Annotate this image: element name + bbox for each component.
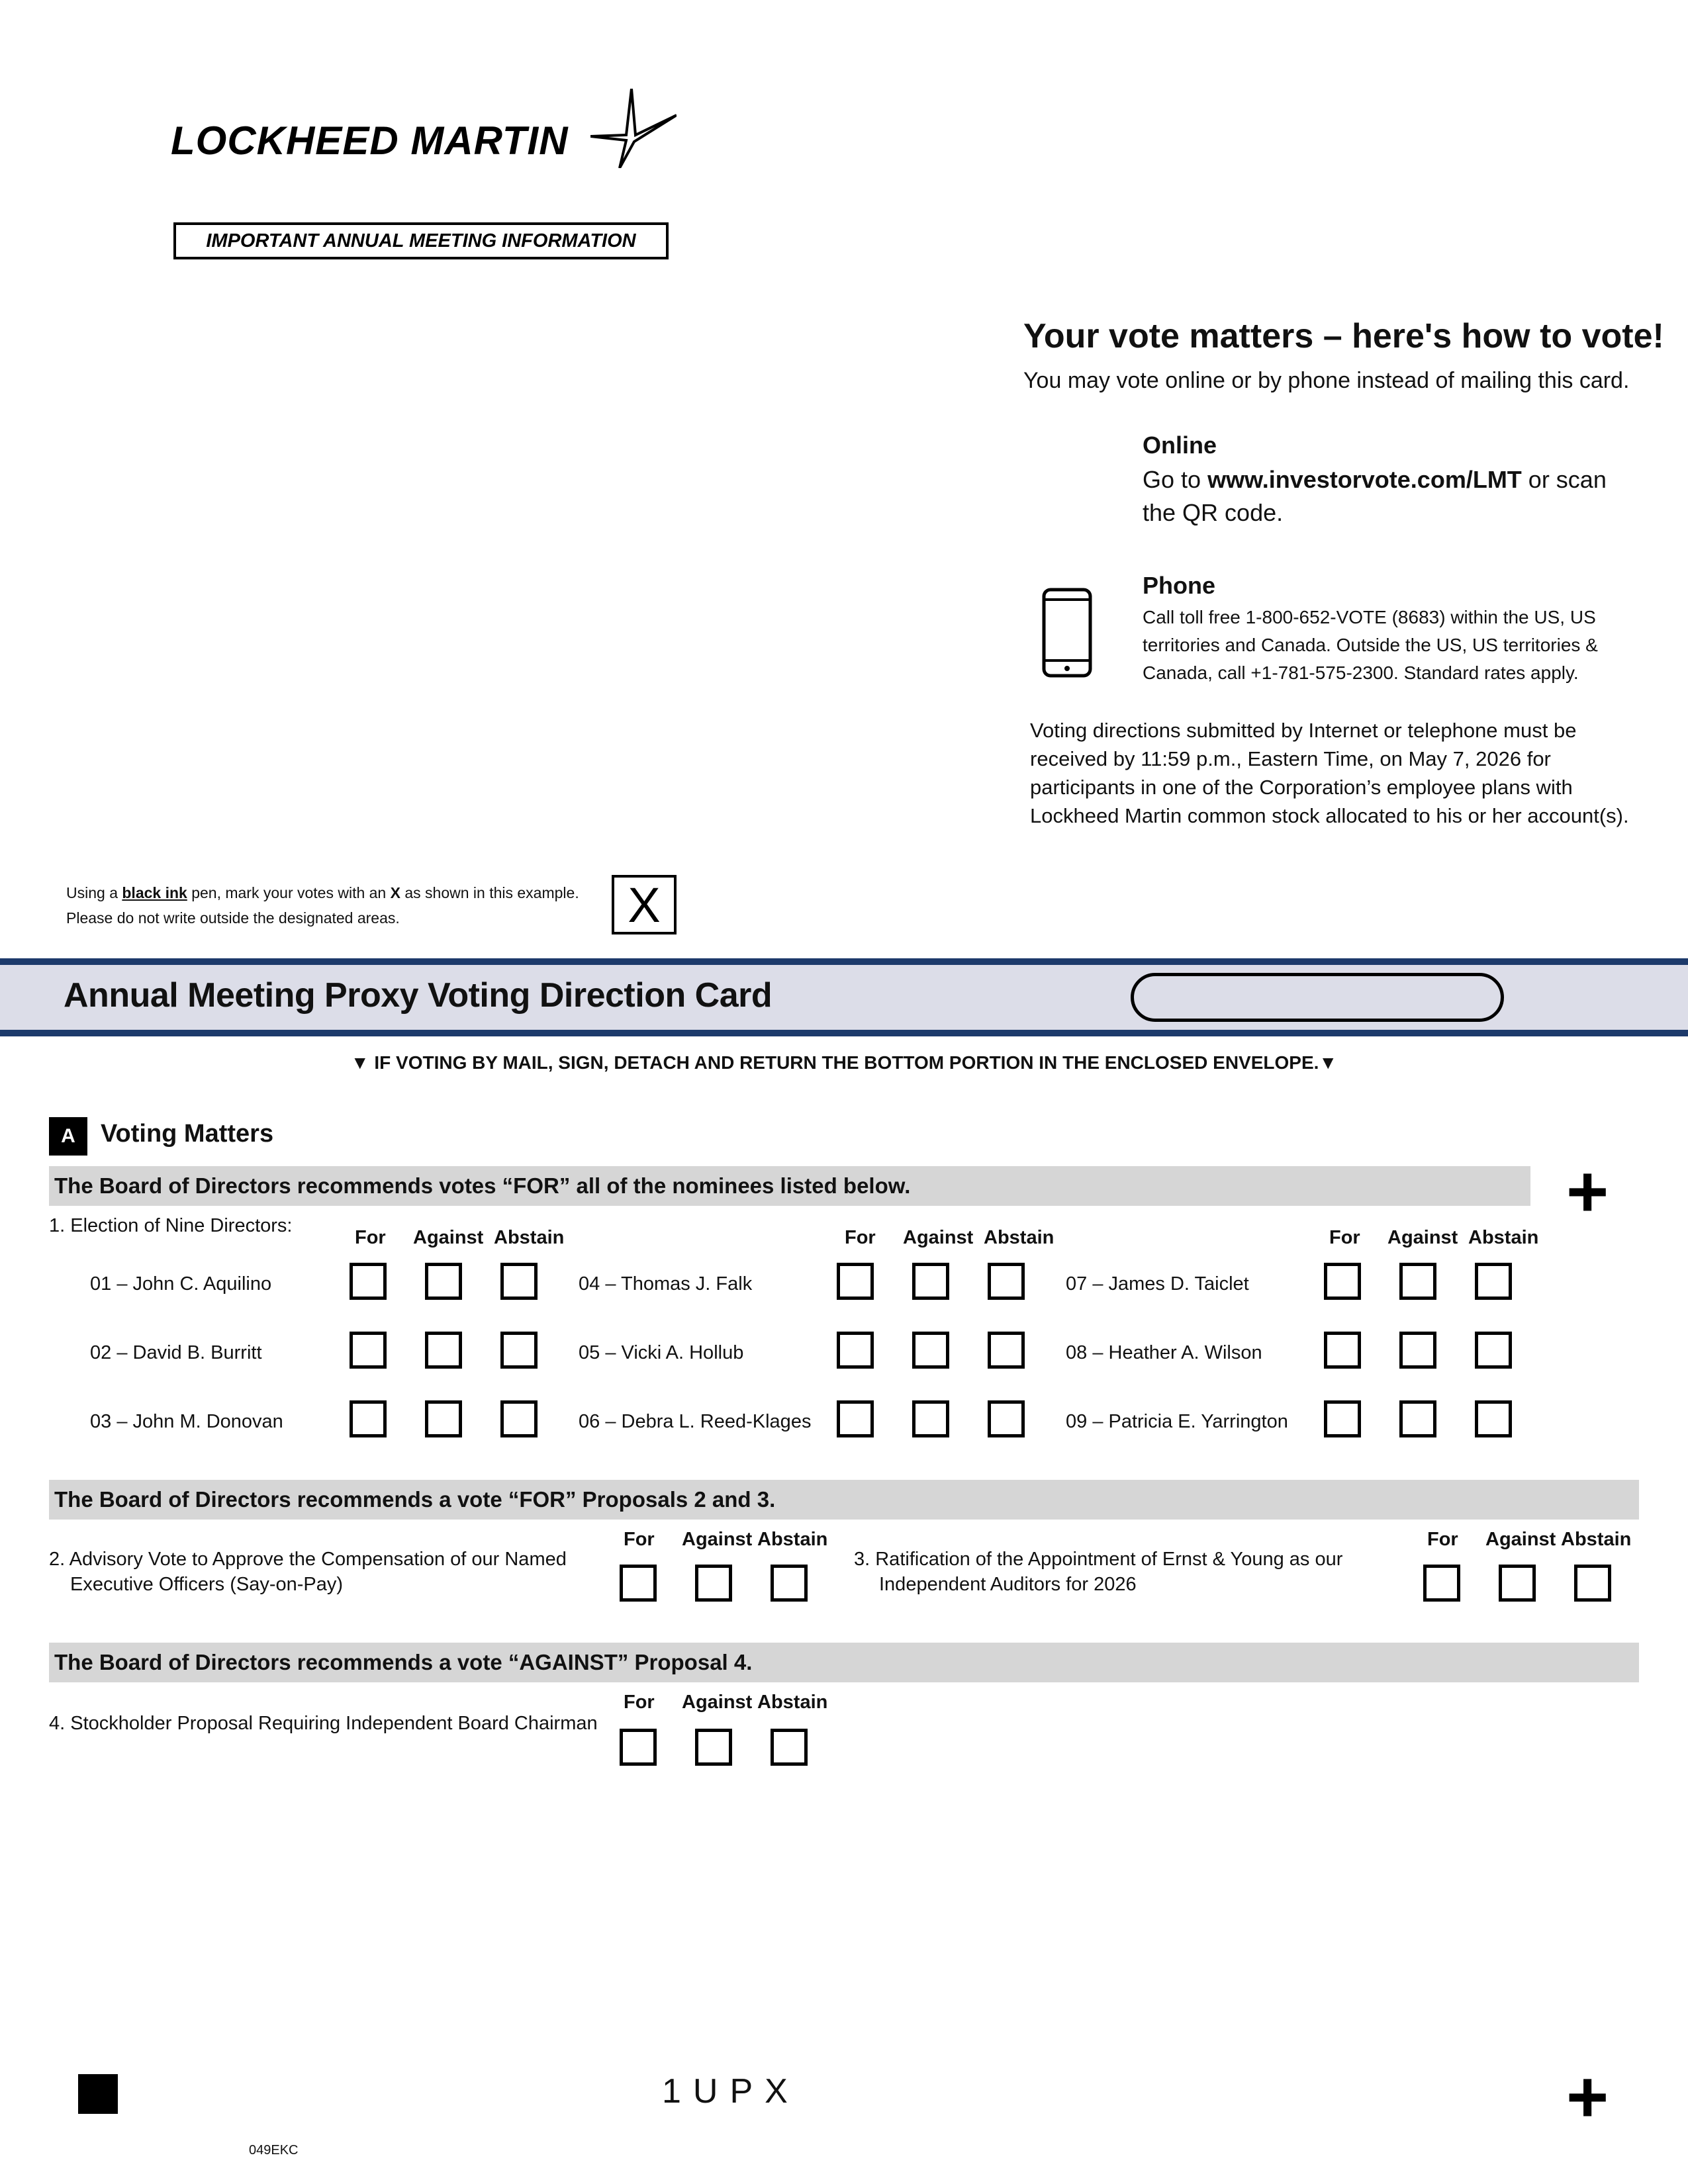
col-abstain: Abstain [984,1227,1055,1248]
election-label: 1. Election of Nine Directors: [49,1215,293,1236]
checkbox-for[interactable] [620,1565,657,1602]
checkbox-for[interactable] [837,1263,874,1300]
online-suffix: or scan the QR code. [1143,466,1607,526]
nominee-label: 01 – John C. Aquilino [90,1273,272,1295]
nominee-label: 03 – John M. Donovan [90,1411,283,1432]
proposal-3-label-line2: Independent Auditors for 2026 [879,1574,1137,1595]
checkbox-against[interactable] [425,1332,462,1369]
registration-plus-icon: + [1566,2056,1609,2138]
banner-rule-top [0,958,1688,965]
col-for: For [1427,1529,1458,1550]
nominee-label: 07 – James D. Taiclet [1066,1273,1249,1295]
proposal-3-label: 3. Ratification of the Appointment of Ernst & Young as our [854,1549,1343,1570]
registration-plus-icon: + [1566,1151,1609,1232]
col-abstain: Abstain [494,1227,565,1248]
checkbox-abstain[interactable] [1475,1332,1512,1369]
col-against: Against [903,1227,974,1248]
checkbox-against[interactable] [425,1263,462,1300]
section-title: Voting Matters [101,1120,274,1148]
checkbox-abstain[interactable] [1574,1565,1611,1602]
online-heading: Online [1143,432,1217,459]
registration-square [78,2074,118,2114]
checkbox-for[interactable] [837,1332,874,1369]
pen-instructions [66,880,609,931]
checkbox-abstain[interactable] [500,1263,538,1300]
col-against: Against [682,1529,753,1550]
online-text [1143,463,1619,529]
detach-instruction [0,1052,1688,1073]
checkbox-abstain[interactable] [500,1400,538,1437]
nominee-label: 06 – Debra L. Reed-Klages [579,1411,812,1432]
checkbox-abstain[interactable] [500,1332,538,1369]
star-icon [590,89,677,168]
directors-recommendation-bar [49,1166,1530,1206]
detach-text: IF VOTING BY MAIL, SIGN, DETACH AND RETURN THE BOTTOM PORTION IN THE ENCLOSED ENVELOPE. [369,1052,1319,1073]
online-url-link[interactable]: www.investorvote.com/LMT [1207,466,1522,493]
proposals-2-3-recommendation-text: The Board of Directors recommends a vote “FOR” Proposals 2 and 3. [54,1487,776,1512]
checkbox-against[interactable] [1399,1400,1436,1437]
checkbox-for[interactable] [350,1400,387,1437]
pen-text-3: as shown in this example. [400,884,579,901]
checkbox-abstain[interactable] [771,1565,808,1602]
logo-wordmark: LOCKHEED MARTIN [171,118,569,163]
col-against: Against [682,1692,753,1713]
checkbox-abstain[interactable] [771,1729,808,1766]
deadline-text: Voting directions submitted by Internet or telephone must be received by 11:59 p.m., Eastern Time, on May 7, 2026 for participants in one of the Corporation’s employee plans with Lockheed Martin common stock allocated to his or her account(s). [1030,719,1629,827]
col-against: Against [1387,1227,1458,1248]
col-for: For [624,1692,655,1713]
checkbox-against[interactable] [695,1729,732,1766]
checkbox-for[interactable] [350,1263,387,1300]
checkbox-for[interactable] [350,1332,387,1369]
phone-icon [1042,588,1092,678]
checkbox-against[interactable] [425,1400,462,1437]
col-against: Against [413,1227,484,1248]
pen-text-1: Using a [66,884,122,901]
checkbox-for[interactable] [1324,1263,1361,1300]
form-id: 049EKC [249,2143,299,2158]
checkbox-abstain[interactable] [988,1400,1025,1437]
nominee-label: 09 – Patricia E. Yarrington [1066,1411,1288,1432]
checkbox-against[interactable] [695,1565,732,1602]
checkbox-for[interactable] [1423,1565,1460,1602]
checkbox-abstain[interactable] [1475,1263,1512,1300]
col-for: For [355,1227,386,1248]
checkbox-for[interactable] [1324,1332,1361,1369]
checkbox-for[interactable] [837,1400,874,1437]
checkbox-for[interactable] [620,1729,657,1766]
proposal-2-label: 2. Advisory Vote to Approve the Compensation of our Named [49,1549,567,1570]
pen-text-line2: Please do not write outside the designated areas. [66,909,400,927]
col-abstain: Abstain [1468,1227,1539,1248]
pen-text-ink: black ink [122,884,187,901]
form-code: 1UPX [662,2072,800,2111]
checkbox-against[interactable] [912,1263,949,1300]
proposal-4-label: 4. Stockholder Proposal Requiring Independent Board Chairman [49,1713,598,1734]
directors-recommendation-text: The Board of Directors recommends votes “FOR” all of the nominees listed below. [54,1173,911,1198]
checkbox-for[interactable] [1324,1400,1361,1437]
col-against: Against [1485,1529,1556,1550]
down-arrow-icon: ▼ [1319,1052,1338,1073]
checkbox-against[interactable] [912,1400,949,1437]
nominee-label: 08 – Heather A. Wilson [1066,1342,1262,1363]
col-abstain: Abstain [757,1529,828,1550]
phone-heading: Phone [1143,572,1216,599]
nominee-label: 02 – David B. Burritt [90,1342,262,1363]
proposal-4-recommendation-bar [49,1643,1639,1682]
col-for: For [624,1529,655,1550]
card-title: Annual Meeting Proxy Voting Direction Card [64,976,773,1015]
vote-instructions-title: Your vote matters – here's how to vote! [1023,317,1664,355]
important-info-box: IMPORTANT ANNUAL MEETING INFORMATION [173,222,669,259]
vote-instructions-subtitle: You may vote online or by phone instead of mailing this card. [1023,368,1630,393]
proposals-2-3-recommendation-bar [49,1480,1639,1520]
checkbox-abstain[interactable] [1475,1400,1512,1437]
checkbox-abstain[interactable] [988,1263,1025,1300]
col-for: For [845,1227,876,1248]
checkbox-against[interactable] [1499,1565,1536,1602]
phone-text: Call toll free 1-800-652-VOTE (8683) within the US, US territories and Canada. Outside the US, US territories & Canada, call +1-781-575-2300. Standard rates apply. [1143,607,1598,683]
nominee-label: 05 – Vicki A. Hollub [579,1342,744,1363]
col-for: For [1329,1227,1360,1248]
col-abstain: Abstain [1561,1529,1632,1550]
example-mark-box: X [612,875,677,934]
down-arrow-icon: ▼ [350,1052,369,1073]
checkbox-against[interactable] [912,1332,949,1369]
proposal-2-label-line2: Executive Officers (Say-on-Pay) [70,1574,344,1595]
banner-rule-bottom [0,1030,1688,1036]
checkbox-against[interactable] [1399,1263,1436,1300]
online-prefix: Go to [1143,466,1208,493]
section-badge: A [49,1117,87,1156]
proposal-4-recommendation-text: The Board of Directors recommends a vote “AGAINST” Proposal 4. [54,1650,753,1674]
checkbox-against[interactable] [1399,1332,1436,1369]
pen-text-x: X [390,884,400,901]
checkbox-abstain[interactable] [988,1332,1025,1369]
pen-text-2: pen, mark your votes with an [187,884,391,901]
nominee-label: 04 – Thomas J. Falk [579,1273,753,1295]
control-number-field [1131,973,1504,1022]
col-abstain: Abstain [757,1692,828,1713]
